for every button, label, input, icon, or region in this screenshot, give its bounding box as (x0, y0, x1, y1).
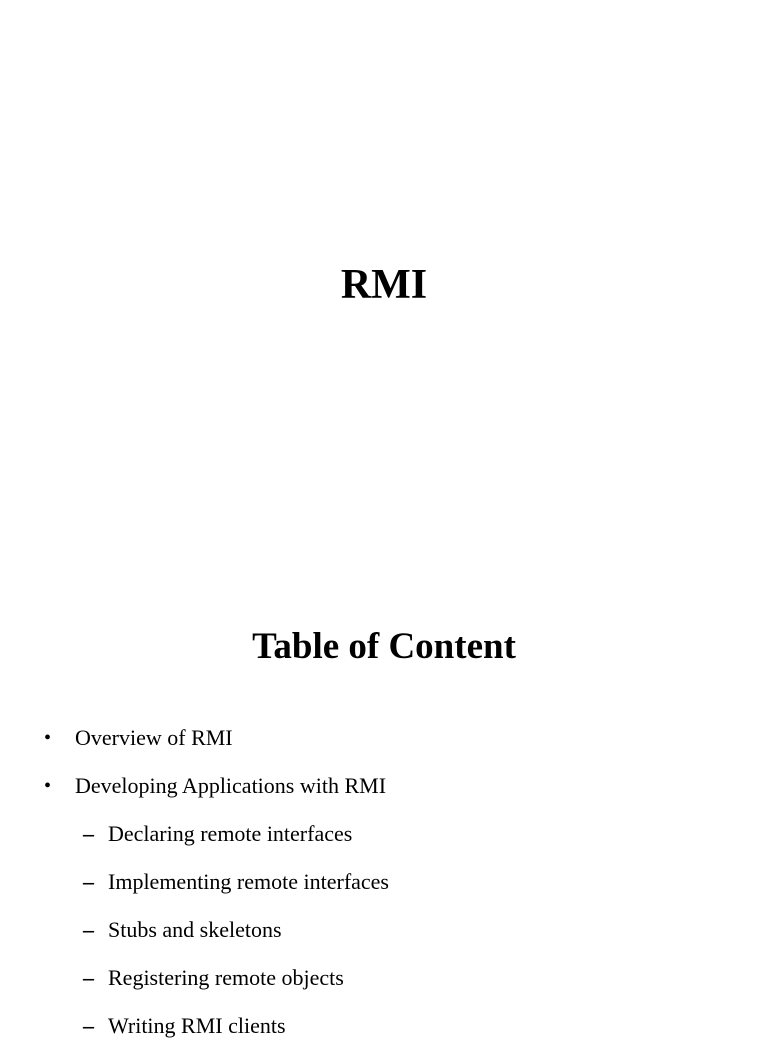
toc-item (0, 762, 768, 810)
bullet-icon: • (44, 727, 52, 749)
toc-subitem (0, 954, 768, 1002)
toc-subitem-label: Stubs and skeletons (108, 917, 282, 942)
bullet-icon: • (44, 775, 52, 797)
toc-subitem (0, 810, 768, 858)
dash-icon: – (83, 821, 94, 846)
toc-subitem-label: Registering remote objects (108, 965, 344, 990)
toc-subitem (0, 1002, 768, 1050)
dash-icon: – (83, 917, 94, 942)
toc-title: Table of Content (252, 626, 516, 667)
toc-subitem-label: Implementing remote interfaces (108, 869, 389, 894)
toc-subitem (0, 858, 768, 906)
toc-slide (0, 576, 768, 1038)
toc-subitem-label: Declaring remote interfaces (108, 821, 353, 846)
dash-icon: – (83, 1013, 94, 1038)
slide-title: RMI (340, 262, 428, 308)
toc-subitem-label: Writing RMI clients (108, 1013, 286, 1038)
toc-item-label: Developing Applications with RMI (75, 773, 387, 798)
toc-item-label: Overview of RMI (75, 725, 233, 750)
dash-icon: – (83, 965, 94, 990)
toc-item (0, 714, 768, 762)
dash-icon: – (83, 869, 94, 894)
toc-subitem (0, 906, 768, 954)
toc-list (0, 714, 768, 1050)
